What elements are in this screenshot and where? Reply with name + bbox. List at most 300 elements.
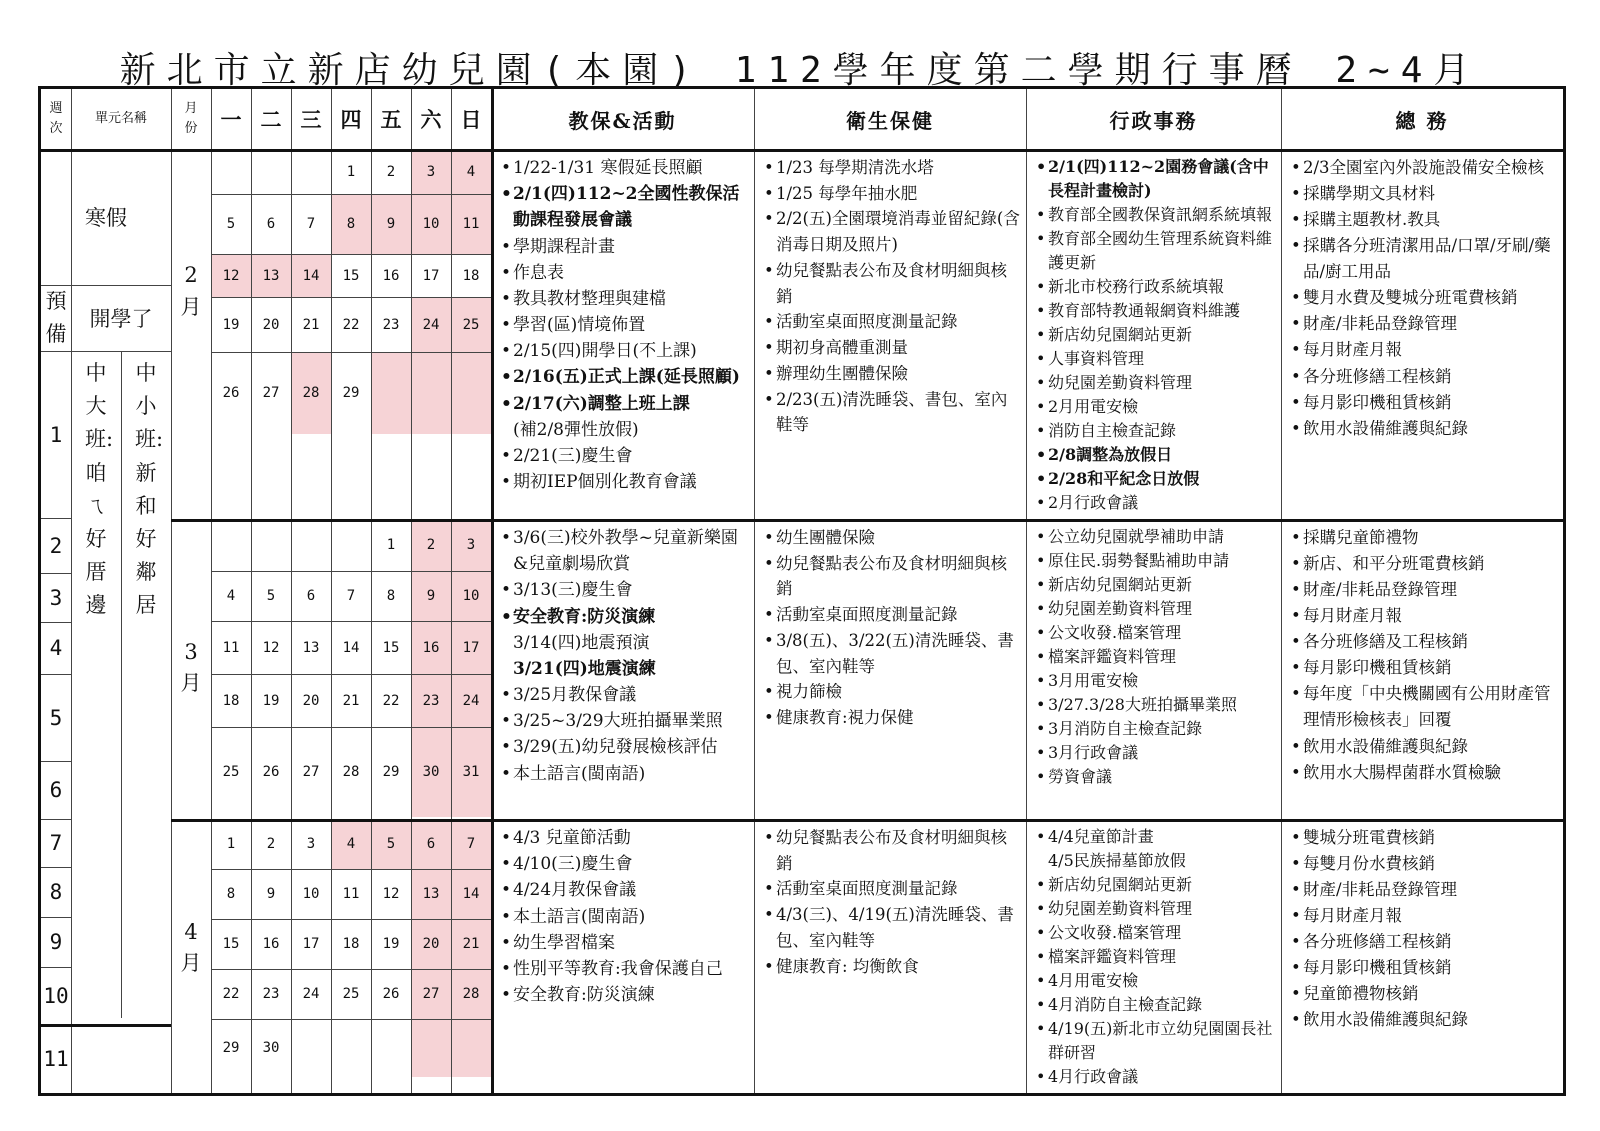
activity-item: • 採購學期文具材料	[1291, 181, 1557, 207]
column-divider	[251, 89, 252, 1093]
activity-item: • 視力篩檢	[764, 679, 1020, 705]
day-cell: 31	[451, 727, 491, 817]
activity-item: • 4月消防自主檢查記錄	[1036, 993, 1275, 1017]
day-cell: 18	[342, 936, 360, 952]
activity-item: • 財產/非耗品登錄管理	[1291, 311, 1557, 337]
day-cell: 12	[211, 254, 251, 297]
month-label	[171, 819, 211, 1077]
teaching-list	[501, 525, 748, 787]
day-cell	[211, 149, 251, 194]
day-cell: 5	[266, 588, 276, 604]
activity-item: • 飲用水大腸桿菌群水質檢驗	[1291, 760, 1557, 786]
activity-item: • 新店、和平分班電費核銷	[1291, 551, 1557, 577]
column-divider	[754, 89, 755, 1093]
day-cell: 4	[331, 819, 371, 869]
activity-item: • 各分班修繕及工程核銷	[1291, 629, 1557, 655]
day-cell	[411, 1019, 451, 1077]
column-divider	[331, 89, 332, 1093]
weekday-header: 四	[340, 107, 362, 132]
day-cell: 18	[462, 267, 480, 284]
day-cell: 27	[411, 969, 451, 1019]
day-cell: 19	[262, 692, 280, 709]
header-divider	[41, 149, 1563, 152]
activity-item: • 本土語言(閩南語)	[501, 761, 748, 787]
teaching-list	[501, 155, 748, 495]
activity-item: • 3/29(五)幼兒發展檢核評估	[501, 734, 748, 760]
activity-item: • 新北市校務行政系統填報	[1036, 275, 1275, 299]
day-cell: 27	[302, 764, 320, 780]
general-list	[1291, 155, 1557, 442]
day-cell: 29	[222, 1040, 240, 1056]
activity-item: • 3月用電安檢	[1036, 669, 1275, 693]
row-divider	[211, 1019, 491, 1020]
day-cell: 17	[451, 621, 491, 674]
day-cell: 11	[342, 886, 360, 902]
day-cell	[291, 1019, 331, 1077]
day-cell: 26	[382, 986, 400, 1002]
day-cell: 2	[411, 519, 451, 571]
activity-item: • 採購各分班清潔用品/口罩/牙刷/藥品/廚工用品	[1291, 233, 1557, 285]
week-divider	[41, 285, 171, 286]
activity-item: • 勞資會議	[1036, 765, 1275, 789]
day-cell: 28	[342, 764, 360, 780]
row-divider	[211, 727, 491, 728]
activity-item: • 3/13(三)慶生會	[501, 577, 748, 603]
day-cell: 6	[266, 216, 276, 232]
row-divider	[211, 919, 491, 920]
activity-item: • 活動室桌面照度測量記錄	[764, 309, 1020, 335]
activity-item: • 幼兒餐點表公布及食材明細與核銷	[764, 258, 1020, 309]
day-cell: 27	[262, 385, 280, 401]
day-cell: 10	[302, 886, 320, 902]
weekday-header: 五	[380, 107, 402, 132]
month-label	[171, 149, 211, 434]
activity-item: • 飲用水設備維護與紀錄	[1291, 1007, 1557, 1033]
activity-item: • 2/28和平紀念日放假	[1036, 467, 1275, 491]
day-cell: 9	[411, 571, 451, 621]
day-cell: 28	[291, 352, 331, 434]
day-cell: 13	[251, 254, 291, 297]
activity-item: • 本土語言(閩南語)	[501, 904, 748, 930]
row-divider	[211, 621, 491, 622]
activity-item: • 1/23 每學期清洗水塔	[764, 155, 1020, 181]
day-cell: 23	[262, 986, 280, 1002]
day-cell: 5	[371, 819, 411, 869]
activity-item: • 4/19(五)新北市立幼兒園園長社群研習	[1036, 1017, 1275, 1065]
activity-item: • 2/16(五)正式上課(延長照顧)	[501, 364, 748, 390]
activity-item: • 每雙月份水費核銷	[1291, 851, 1557, 877]
day-cell: 1	[386, 537, 396, 553]
day-cell: 19	[382, 936, 400, 952]
month-divider	[171, 819, 1563, 822]
activity-item: • 消防自主檢查記錄	[1036, 419, 1275, 443]
row-divider	[211, 254, 491, 255]
day-cell: 3	[411, 149, 451, 194]
activity-item: • 4月用電安檢	[1036, 969, 1275, 993]
unit-name-header: 單元名稱	[94, 110, 147, 126]
month-label-text: 2月	[180, 263, 202, 319]
column-header: 總 務	[1395, 108, 1449, 133]
day-cell: 26	[262, 764, 280, 780]
activity-item: • 原住民.弱勢餐點補助申請	[1036, 549, 1275, 573]
activity-item: • 教具教材整理與建檔	[501, 286, 748, 312]
week-divider	[41, 967, 71, 968]
column-divider	[121, 351, 122, 1018]
activity-item: • 辦理幼生團體保險	[764, 361, 1020, 387]
health-list	[764, 825, 1020, 979]
activity-item: • 2/23(五)清洗睡袋、書包、室內鞋等	[764, 387, 1020, 438]
activity-item: • 兒童節禮物核銷	[1291, 981, 1557, 1007]
day-cell: 7	[451, 819, 491, 869]
column-header: 教保&活動	[568, 108, 677, 133]
activity-item: • 性別平等教育:我會保護自己	[501, 956, 748, 982]
unit-younger-class	[121, 351, 171, 618]
day-cell: 21	[451, 919, 491, 969]
day-cell: 17	[302, 936, 320, 952]
day-cell: 6	[411, 819, 451, 869]
day-cell: 20	[302, 692, 320, 709]
week-divider	[41, 867, 71, 868]
column-divider	[71, 89, 72, 1093]
activity-item: • 幼兒餐點表公布及食材明細與核銷	[764, 551, 1020, 602]
activity-item: • 飲用水設備維護與紀錄	[1291, 734, 1557, 760]
week-number: 2	[49, 533, 63, 558]
activity-item: 3/21(四)地震演練	[513, 658, 656, 679]
activity-item: • 2/3全園室內外設施設備安全檢核	[1291, 155, 1557, 181]
day-cell: 10	[411, 194, 451, 254]
day-cell: 7	[346, 588, 356, 604]
day-cell: 22	[222, 986, 240, 1002]
week-divider	[41, 819, 71, 820]
day-cell: 8	[331, 194, 371, 254]
activity-item: • 財產/非耗品登錄管理	[1291, 577, 1557, 603]
week-divider	[41, 917, 71, 918]
general-list	[1291, 525, 1557, 786]
day-cell: 4	[226, 588, 236, 604]
activity-item: • 活動室桌面照度測量記錄	[764, 602, 1020, 628]
day-cell: 29	[342, 385, 360, 401]
activity-item: • 採購兒童節禮物	[1291, 525, 1557, 551]
day-cell: 12	[262, 639, 280, 656]
activity-item: • 健康教育:視力保健	[764, 705, 1020, 731]
activity-item: • 3/27.3/28大班拍攝畢業照	[1036, 693, 1275, 717]
activity-item: • 3月行政會議	[1036, 741, 1275, 765]
day-cell	[411, 352, 451, 434]
row-divider	[211, 869, 491, 870]
unit-older-class	[71, 351, 121, 618]
row-divider	[211, 969, 491, 970]
activity-item: • 1/22-1/31 寒假延長照顧	[501, 155, 748, 181]
day-cell	[331, 519, 371, 571]
activity-item: • 幼生學習檔案	[501, 930, 748, 956]
week-header: 週次	[49, 100, 63, 136]
day-cell: 3	[306, 836, 316, 852]
activity-item: • 4/3(三)、4/19(五)清洗睡袋、書包、室內鞋等	[764, 902, 1020, 953]
day-cell: 16	[382, 267, 400, 284]
day-cell: 28	[451, 969, 491, 1019]
day-cell: 23	[411, 674, 451, 727]
activity-item: • 雙月水費及雙城分班電費核銷	[1291, 285, 1557, 311]
activity-item: • 3月消防自主檢查記錄	[1036, 717, 1275, 741]
day-cell: 1	[346, 163, 356, 180]
week-divider	[41, 518, 71, 519]
week-number: 11	[43, 1046, 69, 1071]
activity-item: • 4/24月教保會議	[501, 877, 748, 903]
day-cell	[331, 1019, 371, 1077]
activity-item: • 3/25~3/29大班拍攝畢業照	[501, 708, 748, 734]
activity-item: • 安全教育:防災演練	[501, 982, 748, 1008]
day-cell: 11	[222, 639, 240, 656]
health-list	[764, 525, 1020, 731]
day-cell	[211, 519, 251, 571]
month-label-text: 4月	[180, 919, 202, 975]
day-cell: 20	[411, 919, 451, 969]
activity-item: • 幼兒園差勤資料管理	[1036, 597, 1275, 621]
activity-item: • 3/25月教保會議	[501, 682, 748, 708]
column-divider	[411, 89, 412, 1093]
week-number-text: 預備	[45, 288, 67, 346]
day-cell: 19	[222, 316, 240, 333]
activity-item: • 幼生團體保險	[764, 525, 1020, 551]
activity-item: • 2/2(五)全園環境消毒並留紀錄(含消毒日期及照片)	[764, 206, 1020, 257]
activity-item: • 公文收發.檔案管理	[1036, 921, 1275, 945]
activity-item: • 教育部特教通報網資料維護	[1036, 299, 1275, 323]
week-divider	[41, 622, 71, 623]
month-header: 月份	[184, 100, 198, 136]
activity-item: • 檔案評鑑資料管理	[1036, 645, 1275, 669]
week-number: 9	[49, 930, 63, 954]
day-cell: 2	[266, 836, 276, 852]
activity-item: • 2/15(四)開學日(不上課)	[501, 338, 748, 364]
activity-item: • 雙城分班電費核銷	[1291, 825, 1557, 851]
column-divider	[211, 89, 212, 1093]
day-cell: 20	[262, 316, 280, 333]
activity-item: • 2/8調整為放假日	[1036, 443, 1275, 467]
day-cell: 21	[342, 692, 360, 709]
activity-item: • 3/8(五)、3/22(五)清洗睡袋、書包、室內鞋等	[764, 628, 1020, 679]
activity-item: • 作息表	[501, 260, 748, 286]
general-list	[1291, 825, 1557, 1034]
day-cell: 7	[306, 216, 316, 232]
day-cell: 5	[226, 216, 236, 232]
unit-winter-break: 寒假	[85, 206, 127, 230]
activity-item: • 各分班修繕工程核銷	[1291, 364, 1557, 390]
activity-item: • 人事資料管理	[1036, 347, 1275, 371]
activity-item: 3/14(四)地震預演	[513, 632, 650, 653]
activity-item: • 活動室桌面照度測量記錄	[764, 876, 1020, 902]
day-cell: 15	[382, 639, 400, 656]
activity-item: • 教育部全國幼生管理系統資料維護更新	[1036, 227, 1275, 275]
admin-list	[1036, 155, 1275, 515]
activity-item: • 每月財產月報	[1291, 603, 1557, 629]
activity-item: • 教育部全國教保資訊網系統填報	[1036, 203, 1275, 227]
day-cell: 12	[382, 886, 400, 902]
column-divider	[491, 89, 494, 1093]
weekday-header: 日	[460, 107, 482, 132]
activity-item: • 每月影印機租賃核銷	[1291, 955, 1557, 981]
week-number: 6	[49, 778, 63, 802]
week-divider	[41, 351, 171, 352]
unit-prep: 開學了	[89, 307, 153, 331]
day-cell: 9	[371, 194, 411, 254]
day-cell: 21	[302, 316, 320, 333]
day-cell: 22	[342, 316, 360, 333]
day-cell: 25	[451, 297, 491, 352]
day-cell: 29	[382, 764, 400, 780]
activity-item: • 安全教育:防災演練	[501, 604, 748, 630]
activity-item: • 每月財產月報	[1291, 337, 1557, 363]
activity-item: • 每月財產月報	[1291, 903, 1557, 929]
activity-item: • 1/25 每學年抽水肥	[764, 181, 1020, 207]
activity-item: • 飲用水設備維護與紀錄	[1291, 416, 1557, 442]
day-cell: 3	[451, 519, 491, 571]
day-cell: 13	[302, 639, 320, 656]
activity-item: • 公立幼兒園就學補助申請	[1036, 525, 1275, 549]
weekday-header: 一	[220, 107, 242, 132]
day-cell: 24	[451, 674, 491, 727]
activity-item: • 財產/非耗品登錄管理	[1291, 877, 1557, 903]
activity-item: • 4/3 兒童節活動	[501, 825, 748, 851]
activity-item: • 新店幼兒園網站更新	[1036, 323, 1275, 347]
day-cell: 25	[342, 986, 360, 1002]
unit-older-class-text: 中大班:咱ㄟ好厝邊	[85, 361, 114, 618]
week-number: 4	[49, 636, 63, 660]
week-number: 10	[43, 983, 69, 1008]
day-cell: 14	[451, 869, 491, 919]
row-divider	[211, 194, 491, 195]
health-list	[764, 155, 1020, 438]
day-cell: 30	[262, 1040, 280, 1056]
day-cell: 1	[226, 836, 236, 852]
column-divider	[291, 89, 292, 1093]
row-divider	[211, 352, 491, 353]
week-divider	[41, 573, 71, 574]
activity-item: • 採購主題教材.教具	[1291, 207, 1557, 233]
week-divider	[41, 761, 71, 762]
column-header: 行政事務	[1109, 108, 1198, 133]
weekday-header: 六	[420, 107, 442, 132]
day-cell: 24	[411, 297, 451, 352]
day-cell: 8	[226, 886, 236, 902]
admin-list	[1036, 525, 1275, 789]
column-divider	[371, 89, 372, 1093]
day-cell	[371, 1019, 411, 1077]
week-divider	[41, 1024, 171, 1027]
page-title: 新北市立新店幼兒園(本園) 112學年度第二學期行事曆 2~4月	[119, 50, 1481, 91]
activity-item: 4/5民族掃墓節放假	[1048, 851, 1186, 870]
activity-item: • 各分班修繕工程核銷	[1291, 929, 1557, 955]
week-number: 7	[49, 831, 63, 855]
month-label	[171, 519, 211, 817]
day-cell: 16	[411, 621, 451, 674]
activity-item: • 4月行政會議	[1036, 1065, 1275, 1089]
activity-item: • 新店幼兒園網站更新	[1036, 873, 1275, 897]
day-cell: 18	[222, 692, 240, 709]
activity-item: • 學習(區)情境佈置	[501, 312, 748, 338]
day-cell: 15	[342, 267, 360, 284]
week-number	[41, 285, 71, 351]
week-number: 5	[49, 705, 63, 730]
admin-list	[1036, 825, 1275, 1089]
day-cell: 8	[386, 588, 396, 604]
activity-item: (補2/8彈性放假)	[513, 419, 639, 440]
teaching-list	[501, 825, 748, 1008]
day-cell: 9	[266, 886, 276, 902]
day-cell	[251, 149, 291, 194]
day-cell	[291, 519, 331, 571]
activity-item: • 新店幼兒園網站更新	[1036, 573, 1275, 597]
activity-item: • 期初IEP個別化教育會議	[501, 469, 748, 495]
activity-item: • 2/21(三)慶生會	[501, 443, 748, 469]
day-cell: 14	[342, 639, 360, 656]
activity-item: • 檔案評鑑資料管理	[1036, 945, 1275, 969]
column-divider	[1281, 89, 1282, 1093]
activity-item: • 2/1(四)112~2園務會議(含中長程計畫檢討)	[1036, 155, 1275, 203]
day-cell: 23	[382, 316, 400, 333]
calendar-table	[38, 86, 1566, 1096]
day-cell: 30	[411, 727, 451, 817]
activity-item: • 期初身高體重測量	[764, 335, 1020, 361]
day-cell: 4	[451, 149, 491, 194]
activity-item: • 2/1(四)112~2全國性教保活動課程發展會議	[501, 181, 748, 233]
activity-item: • 4/10(三)慶生會	[501, 851, 748, 877]
activity-item: • 2月用電安檢	[1036, 395, 1275, 419]
day-cell	[251, 519, 291, 571]
day-cell: 17	[422, 267, 440, 284]
day-cell: 15	[222, 936, 240, 952]
day-cell: 14	[291, 254, 331, 297]
week-number: 1	[49, 422, 63, 447]
activity-item: • 幼兒園差勤資料管理	[1036, 897, 1275, 921]
activity-item: • 2/17(六)調整上班上課	[501, 391, 748, 417]
activity-item: • 2月行政會議	[1036, 491, 1275, 515]
month-label-text: 3月	[180, 639, 202, 695]
activity-item: • 學期課程計畫	[501, 234, 748, 260]
week-divider	[41, 674, 71, 675]
activity-item: • 幼兒園差勤資料管理	[1036, 371, 1275, 395]
weekday-header: 三	[300, 107, 322, 132]
row-divider	[211, 674, 491, 675]
week-number: 3	[49, 585, 63, 610]
day-cell: 25	[222, 764, 240, 780]
day-cell	[291, 149, 331, 194]
activity-item: • 每月影印機租賃核銷	[1291, 655, 1557, 681]
column-divider	[451, 89, 452, 1093]
activity-item: • 公文收發.檔案管理	[1036, 621, 1275, 645]
activity-item: • 3/6(三)校外教學~兒童新樂園&兒童劇場欣賞	[501, 525, 748, 577]
day-cell: 22	[382, 692, 400, 709]
column-header: 衛生保健	[846, 108, 934, 133]
day-cell	[371, 352, 411, 434]
day-cell: 16	[262, 936, 280, 952]
month-divider	[171, 519, 1563, 522]
day-cell	[451, 352, 491, 434]
row-divider	[211, 571, 491, 572]
weekday-header: 二	[260, 107, 282, 132]
week-number: 8	[49, 880, 63, 904]
activity-item: • 每年度「中央機關國有公用財產管理情形檢核表」回覆	[1291, 681, 1557, 733]
row-divider	[211, 297, 491, 298]
day-cell: 13	[411, 869, 451, 919]
activity-item: • 4/4兒童節計畫	[1036, 825, 1275, 849]
column-divider	[171, 89, 172, 1093]
activity-item: • 每月影印機租賃核銷	[1291, 390, 1557, 416]
day-cell: 2	[386, 163, 396, 180]
day-cell	[451, 1019, 491, 1077]
day-cell: 6	[306, 588, 316, 604]
activity-item: • 健康教育: 均衡飲食	[764, 954, 1020, 980]
day-cell: 11	[451, 194, 491, 254]
